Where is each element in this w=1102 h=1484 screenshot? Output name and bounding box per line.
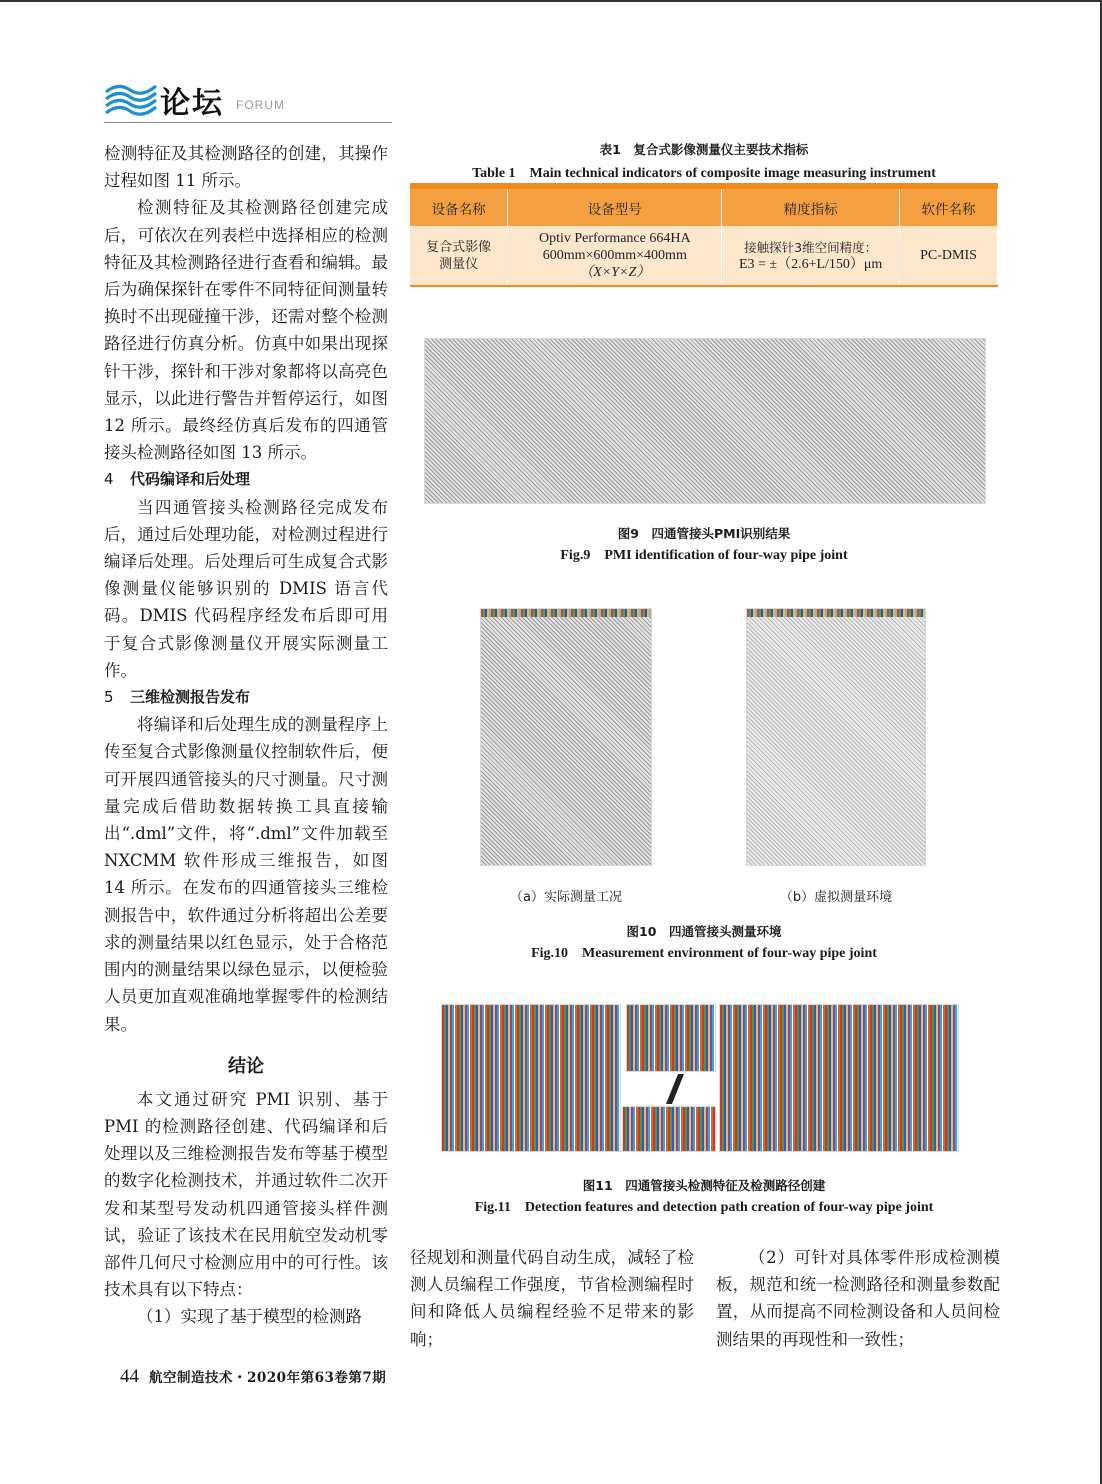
paragraph: 检测特征及其检测路径的创建，其操作过程如图 11 所示。: [104, 144, 388, 191]
section-header: [104, 76, 404, 122]
section-title-text: 代码编译和后处理: [130, 470, 251, 489]
table-caption-cn: 表1 复合式影像测量仪主要技术指标: [599, 142, 809, 157]
image-noise-strip: [747, 609, 925, 617]
section-title: 论坛: [160, 86, 224, 121]
paragraph: 当四通管接头检测路径完成发布后，通过后处理功能，对检测过程进行编译后处理。后处理后可生成复合式影像测量仪能够识别的 DMIS 语言代码。DMIS 代码程序经发布后即可用于复合式影像测量仪开展实际测量工作。: [104, 497, 388, 680]
journal-name: 航空制造技术・2020年第63卷第7期: [149, 1370, 387, 1386]
table-header-cell: 设备名称: [410, 186, 508, 226]
figure-11-caption-cn: 图11 四通管接头检测特征及检测路径创建: [582, 1178, 826, 1193]
paragraph: 径规划和测量代码自动生成，减轻了检测人员编程工作强度，节省检测编程时间和降低人员编程经验不足带来的影响；: [410, 1248, 694, 1349]
paragraph: （2）可针对具体零件形成检测模板，规范和统一检测路径和测量参数配置，从而提高不同检测设备和人员间检测结果的再现性和一致性；: [716, 1248, 1000, 1349]
page-footer: [120, 1366, 386, 1388]
paragraph: 将编译和后处理生成的测量程序上传至复合式影像测量仪控制软件后，便可开展四通管接头的尺寸测量。尺寸测量完成后借助数据转换工具直接输出“.dml”文件，将“.dml”文件加载至 NXCMM 软件形成三维报告，如图 14 所示。在发布的四通管接头三维检测报告中，软件通过分析将超出公差要求的测量结果以红色显示，处于合格范围内的测量结果以绿色显示，以便检验人员更加直观准确地掌握零件的检测结果。: [104, 715, 388, 1034]
spec-table: [410, 183, 998, 287]
section-heading-4: [104, 466, 388, 493]
figure-9-caption-cn: 图9 四通管接头PMI识别结果: [617, 526, 791, 541]
page-border-top: [0, 0, 1100, 2]
cell-line: 复合式影像: [426, 239, 492, 255]
image-noise-strip: [481, 609, 651, 617]
paragraph: 检测特征及其检测路径创建完成后，可依次在列表栏中选择相应的检测特征及其检测路径进行查看和编辑。最后为确保探针在零件不同特征间测量转换时不出现碰撞干涉，还需对整个检测路径进行仿真分析。仿真中如果出现探针干涉，探针和干涉对象都将以高亮色显示，以此进行警告并暂停运行，如图 12 所示。最终经仿真后发布的四通管接头检测路径如图 13 所示。: [104, 198, 388, 463]
table-cell-software: PC-DMIS: [900, 226, 998, 286]
table-header-cell: 软件名称: [900, 186, 998, 226]
paragraph: 本文通过研究 PMI 识别、基于 PMI 的检测路径创建、代码编译和后处理以及三维检测报告发布等基于模型的数字化检测技术，并通过软件二次开发和某型号发动机四通管接头样件测试，验证了该技术在民用航空发动机零部件几何尺寸检测应用中的可行性。该技术具有以下特点：: [104, 1089, 388, 1300]
table-row: [410, 226, 998, 286]
figure-11-arrow-icon: [626, 1072, 716, 1106]
table-cell-precision: [722, 226, 900, 286]
figure-10b-image: [746, 608, 926, 866]
figure-11-panel-left: [441, 1004, 621, 1152]
figure-9-caption-en: Fig.9 PMI identification of four-way pipe joint: [560, 548, 848, 563]
bottom-middle-column: [410, 1244, 694, 1353]
figure-11-panel-right: [719, 1004, 959, 1152]
table-cell-name: [410, 226, 508, 286]
cell-line: 接触探针3维空间精度：: [744, 239, 878, 255]
header-divider: [104, 122, 392, 123]
section-number: 4: [104, 470, 114, 489]
left-column: [104, 140, 388, 1331]
figure-11-panel-middle-top: [626, 1004, 716, 1072]
table-cell-model: [508, 226, 722, 286]
conclusion-heading: 结论: [228, 1055, 264, 1077]
cell-line: 600mm×600mm×400mm: [542, 248, 687, 263]
waves-logo-icon: [104, 80, 158, 116]
figure-9-image: [424, 338, 986, 504]
section-heading-5: [104, 684, 388, 711]
figure-10-caption-en: Fig.10 Measurement environment of four-way pipe joint: [531, 946, 877, 961]
table-header-cell: 设备型号: [508, 186, 722, 226]
section-title-text: 三维检测报告发布: [130, 688, 251, 707]
bottom-right-column: [716, 1244, 1000, 1353]
figure-11-panel-middle-bottom: [622, 1106, 716, 1152]
cell-line: Optiv Performance 664HA: [538, 231, 691, 246]
figure-10b-subcaption: （b）虚拟测量环境: [779, 890, 893, 905]
figure-10a-image: [480, 608, 652, 866]
figure-10a-subcaption: （a）实际测量工况: [510, 890, 622, 905]
page-number: 44: [120, 1366, 139, 1387]
table-header-cell: 精度指标: [722, 186, 900, 226]
table-caption-en: Table 1 Main technical indicators of composite image measuring instrument: [472, 166, 936, 181]
cell-line: 测量仪: [439, 256, 479, 272]
table-header-row: [410, 186, 998, 226]
cell-line: （X×Y×Z）: [579, 265, 651, 280]
paragraph: （1）实现了基于模型的检测路: [137, 1307, 362, 1327]
figure-10-caption-cn: 图10 四通管接头测量环境: [626, 924, 782, 939]
section-number: 5: [104, 688, 114, 707]
forum-label: FORUM: [236, 98, 285, 112]
cell-line: E3 = ±（2.6+L/150）μm: [738, 256, 883, 272]
figure-11-caption-en: Fig.11 Detection features and detection path creation of four-way pipe joint: [474, 1200, 934, 1215]
